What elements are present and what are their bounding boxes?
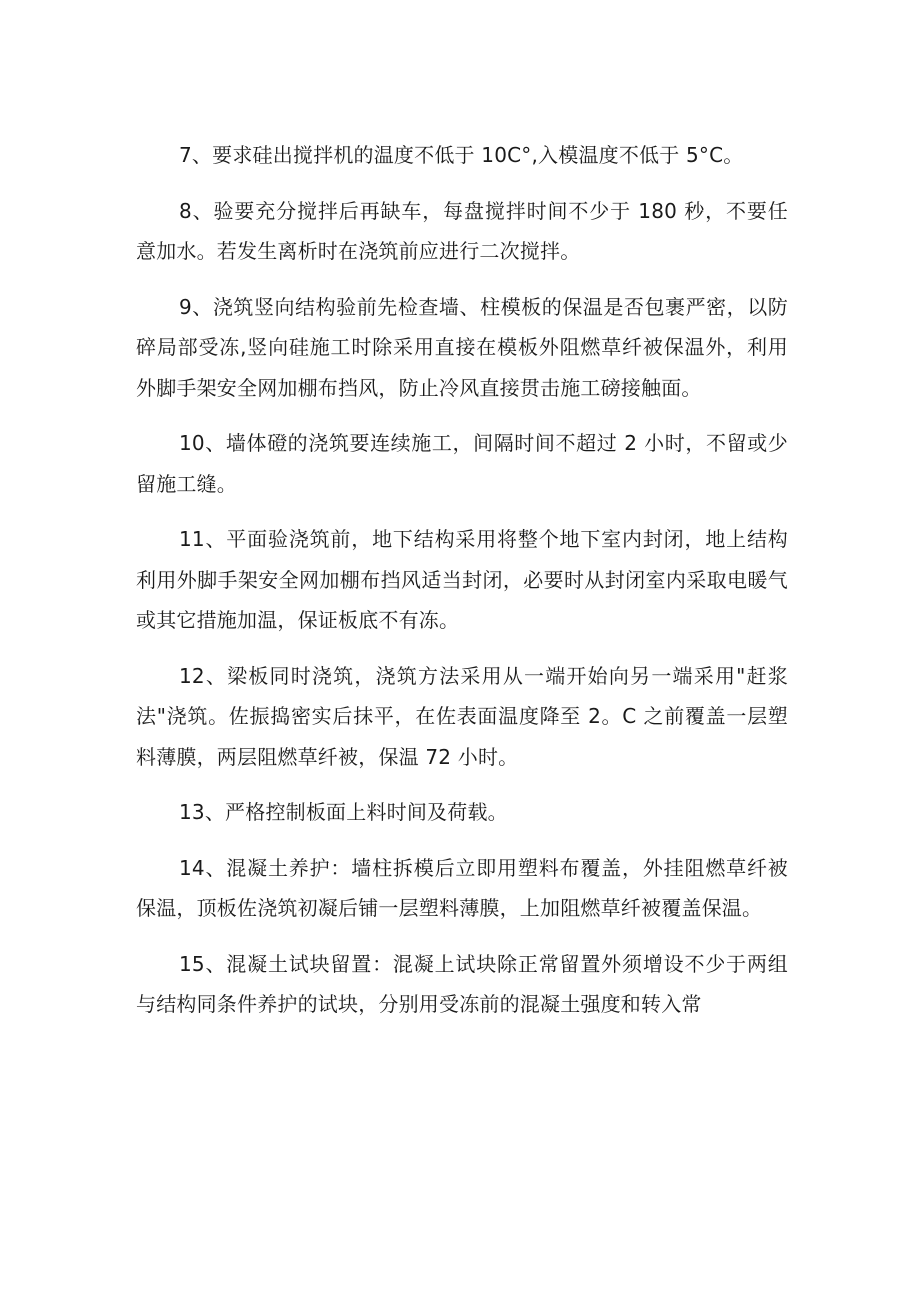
paragraph-item-10: 10、墙体磴的浇筑要连续施工，间隔时间不超过 2 小时，不留或少留施工缝。	[136, 431, 788, 496]
paragraph-item-15: 15、混凝土试块留置：混凝上试块除正常留置外须增设不少于两组与结构同条件养护的试块，分别用受冻前的混凝土强度和转入常	[136, 951, 788, 1016]
paragraph-item-8: 8、验要充分搅拌后再缺车，每盘搅拌时间不少于 180 秒，不要任意加水。若发生离析时在浇筑前应进行二次搅拌。	[136, 198, 788, 263]
paragraph-item-11: 11、平面验浇筑前，地下结构采用将整个地下室内封闭，地上结构利用外脚手架安全网加棚布挡风适当封闭，必要时从封闭室内采取电暖气或其它措施加温，保证板底不有冻。	[136, 527, 788, 632]
paragraph-item-14: 14、混凝土养护：墙柱拆模后立即用塑料布覆盖，外挂阻燃草纤被保温，顶板佐浇筑初凝后铺一层塑料薄膜，上加阻燃草纤被覆盖保温。	[136, 855, 788, 920]
paragraph-item-7: 7、要求硅出搅拌机的温度不低于 10C°,入模温度不低于 5°C。	[179, 143, 744, 167]
paragraph-item-9: 9、浇筑竖向结构验前先检查墙、柱模板的保温是否包裹严密，以防碎局部受冻,竖向硅施工时除采用直接在模板外阻燃草纤被保温外，利用外脚手架安全网加棚布挡风，防止冷风直接贯击施工磅接触面。	[136, 294, 788, 400]
paragraph-item-12: 12、梁板同时浇筑，浇筑方法采用从一端开始向另一端采用"赶浆法"浇筑。佐振捣密实后抹平，在佐表面温度降至 2。C 之前覆盖一层塑料薄膜，两层阻燃草纤被，保温 72 小时。	[136, 663, 788, 769]
document-body	[136, 135, 788, 1040]
paragraph-item-13: 13、严格控制板面上料时间及荷载。	[179, 800, 508, 824]
